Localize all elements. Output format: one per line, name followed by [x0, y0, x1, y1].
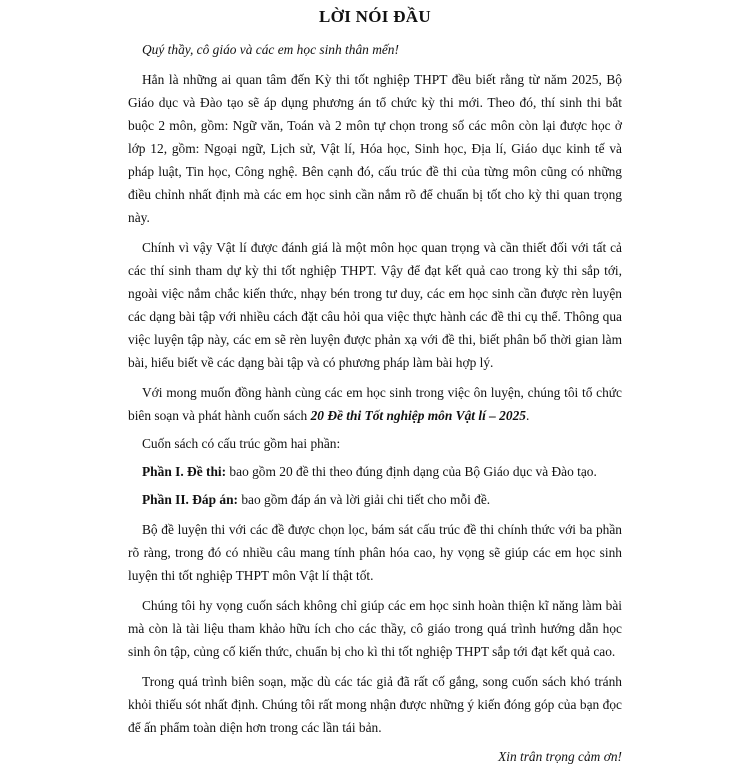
part-one-text: bao gồm 20 đề thi theo đúng định dạng của Bộ Giáo dục và Đào tạo. — [226, 464, 597, 479]
part-two-label: Phần II. Đáp án: — [142, 492, 238, 507]
paragraph-hope: Chúng tôi hy vọng cuốn sách không chỉ giúp các em học sinh hoàn thiện kĩ năng làm bài mà còn là tài liệu tham khảo hữu ích cho các thầy, cô giáo trong quá trình hướng dẫn học sinh ôn tập, củng cố kiến thức, chuẩn bị cho kì thi tốt nghiệp THPT sắp tới đạt kết quả cao. — [128, 598, 622, 659]
paragraph-book-intro — [128, 381, 622, 427]
page-title: LỜI NÓI ĐẦU — [319, 7, 431, 26]
book-intro-text: Với mong muốn đồng hành cùng các em học sinh trong việc ôn luyện, chúng tôi tổ chức biên soạn và phát hành cuốn sách — [128, 385, 622, 423]
paragraph-structure: Cuốn sách có cấu trúc gồm hai phần: — [142, 436, 341, 451]
paragraph-exam-reform: Hẳn là những ai quan tâm đến Kỳ thi tốt nghiệp THPT đều biết rằng từ năm 2025, Bộ Giáo dục và Đào tạo sẽ áp dụng phương án tổ chức kỳ thi mới. Theo đó, thí sinh thi bắt buộc 2 môn, gồm: Ngữ văn, Toán và 2 môn tự chọn trong số các môn còn lại được học ở lớp 12, gồm: Ngoại ngữ, Lịch sử, Vật lí, Hóa học, Sinh học, Địa lí, Giáo dục kinh tế và pháp luật, Tin học, Công nghệ. Bên cạnh đó, cấu trúc đề thi của từng môn cũng có những điều chỉnh nhất định mà các em học sinh cần nắm rõ để chuẩn bị tốt cho kỳ thi quan trọng này. — [128, 72, 622, 225]
book-title: 20 Đề thi Tốt nghiệp môn Vật lí – 2025 — [310, 408, 526, 423]
part-two-text: bao gồm đáp án và lời giải chi tiết cho mỗi đề. — [238, 492, 491, 507]
book-intro-end: . — [525, 408, 530, 423]
greeting: Quý thầy, cô giáo và các em học sinh thân mến! — [142, 42, 399, 57]
paragraph-feedback: Trong quá trình biên soạn, mặc dù các tác giả đã rất cố gắng, song cuốn sách khó tránh khỏi thiếu sót nhất định. Chúng tôi rất mong nhận được những ý kiến đóng góp của bạn đọc để ấn phẩm toàn diện hơn trong các lần tái bản. — [128, 674, 622, 735]
closing-thanks: Xin trân trọng cảm ơn! — [498, 749, 622, 764]
paragraph-physics-importance: Chính vì vậy Vật lí được đánh giá là một môn học quan trọng và cần thiết đối với tất cả các thí sinh tham dự kỳ thi tốt nghiệp THPT. Vậy để đạt kết quả cao trong kỳ thi sắp tới, ngoài việc nắm chắc kiến thức, nhạy bén trong tư duy, các em học sinh cần được rèn luyện các dạng bài tập với nhiều cách đặt câu hỏi qua việc thực hành các đề thi cụ thể. Thông qua việc luyện tập này, các em sẽ rèn luyện được phản xạ với đề thi, biết phân bổ thời gian làm bài, hiểu biết về các dạng bài tập và có phương pháp làm bài hợp lý. — [128, 240, 622, 370]
paragraph-exam-set: Bộ đề luyện thi với các đề được chọn lọc, bám sát cấu trúc đề thi chính thức với ba phần rõ ràng, trong đó có nhiều câu mang tính phân hóa cao, hy vọng sẽ giúp các em học sinh luyện thi tốt nghiệp THPT môn Vật lí thật tốt. — [128, 522, 622, 583]
part-one-label: Phần I. Đề thi: — [142, 464, 227, 479]
paragraph-part-two — [128, 488, 622, 511]
paragraph-part-one — [128, 460, 622, 483]
